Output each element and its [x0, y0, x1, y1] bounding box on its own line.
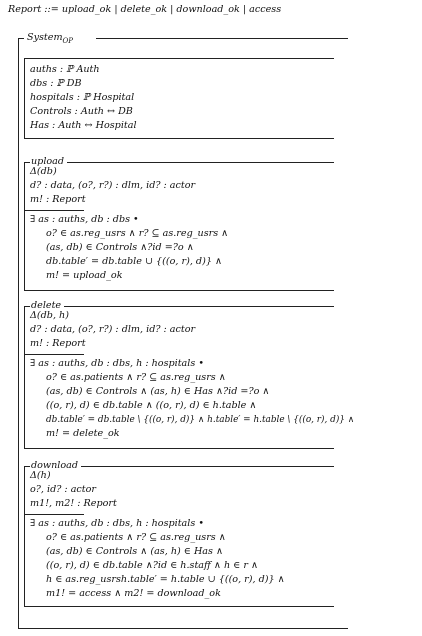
delete-pred: ∃ as : auths, db : dbs, h : hospitals • [30, 358, 204, 369]
download-pred: m1! = access ∧ m2! = download_ok [46, 588, 221, 599]
upload-divider [24, 210, 84, 211]
delete-pred: db.table′ = db.table \ {((o, r), d)} ∧ h.table′ = h.table \ {((o, r), d)} ∧ [46, 415, 355, 425]
system-decl: Has : Auth ↔ Hospital [30, 120, 137, 131]
delete-decl: Δ(db, h) [30, 310, 69, 321]
system-schema-title: System$_{OP}$ [27, 32, 76, 47]
download-pred: (as, db) ∈ Controls ∧ (as, h) ∈ Has ∧ [46, 546, 224, 557]
delete-pred: (as, db) ∈ Controls ∧ (as, h) ∈ Has ∧?id =?o ∧ [46, 386, 270, 397]
delete-divider [24, 354, 84, 355]
upload-decl: Δ(db) [30, 166, 57, 177]
upload-pred: db.table′ = db.table ∪ {((o, r), d)} ∧ [46, 256, 222, 267]
upload-pred: ∃ as : auths, db : dbs • [30, 214, 139, 225]
download-decl: o?, id? : actor [30, 484, 97, 495]
delete-pred: o? ∈ as.patients ∧ r? ⊆ as.reg_usrs ∧ [46, 372, 226, 383]
download-decl: m1!, m2! : Report [30, 498, 117, 509]
delete-schema-title: delete [31, 300, 64, 312]
system-decl: Controls : Auth ↔ DB [30, 106, 133, 117]
upload-schema-title: upload [31, 156, 67, 168]
system-decl: auths : ℙ Auth [30, 64, 100, 75]
download-decl: Δ(h) [30, 470, 51, 481]
download-schema-title: download [31, 460, 81, 472]
upload-pred: o? ∈ as.reg_usrs ∧ r? ⊆ as.reg_usrs ∧ [46, 228, 229, 239]
download-divider [24, 514, 84, 515]
delete-pred: m! = delete_ok [46, 428, 120, 439]
upload-pred: m! = upload_ok [46, 270, 123, 281]
upload-decl: d? : data, (o?, r?) : dlm, id? : actor [30, 180, 196, 191]
download-pred: ∃ as : auths, db : dbs, h : hospitals • [30, 518, 204, 529]
upload-pred: (as, db) ∈ Controls ∧?id =?o ∧ [46, 242, 194, 253]
download-pred: ((o, r), d) ∈ db.table ∧?id ∈ h.staff ∧ h ∈ r ∧ [46, 560, 258, 571]
delete-decl: m! : Report [30, 338, 86, 349]
download-pred: o? ∈ as.patients ∧ r? ⊆ as.reg_usrs ∧ [46, 532, 226, 543]
delete-pred: ((o, r), d) ∈ db.table ∧ ((o, r), d) ∈ h.table ∧ [46, 400, 257, 411]
system-decl: hospitals : ℙ Hospital [30, 92, 135, 103]
download-pred: h ∈ as.reg_usrsh.table′ = h.table ∪ {((o, r), d)} ∧ [46, 574, 285, 585]
upload-decl: m! : Report [30, 194, 86, 205]
report-definition: Report ::= upload_ok | delete_ok | download_ok | access [8, 4, 282, 15]
delete-decl: d? : data, (o?, r?) : dlm, id? : actor [30, 324, 196, 335]
system-decl: dbs : ℙ DB [30, 78, 82, 89]
